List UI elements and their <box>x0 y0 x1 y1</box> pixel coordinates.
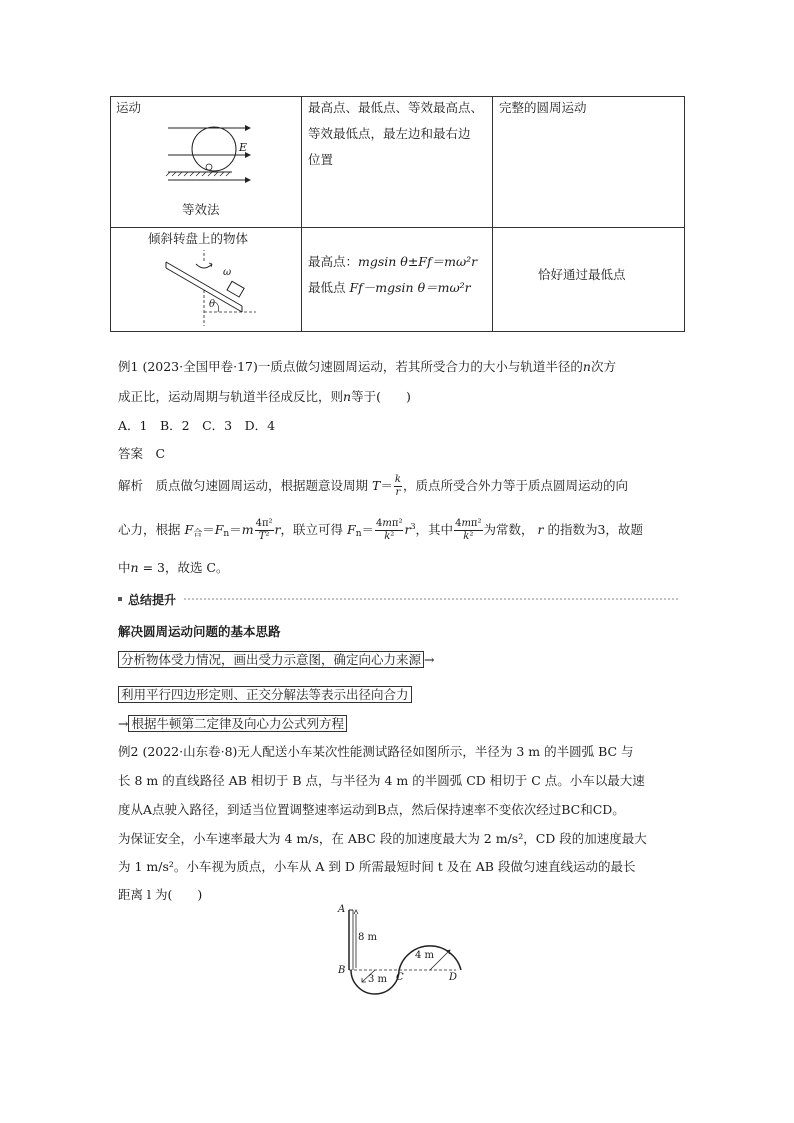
field-label-e: E <box>239 141 248 154</box>
example1-text1: 一质点做匀速圆周运动，若其所受合力的大小与轨道半径的 <box>257 359 583 374</box>
analysis-text1: 质点做匀速圆周运动，根据题意设周期 <box>155 478 369 493</box>
row2-col2-line2 <box>308 275 471 301</box>
example2-line3: 度从A点驶入路径，到适当位置调整速率运动到B点，然后保持速率不变依次经过BC和CD。 <box>118 802 625 817</box>
path-diagram <box>334 902 468 998</box>
example1-line2 <box>118 387 411 405</box>
row2-col1-title: 倾斜转盘上的物体 <box>148 231 249 246</box>
row1-col2-line3: 位置 <box>308 152 334 167</box>
row2-line1-label: 最高点： <box>308 254 359 269</box>
row1-col2-line2: 等效最低点，最左边和最右边 <box>308 126 471 141</box>
example1-n: n <box>582 359 591 374</box>
analysis-text2d: 为常数， <box>483 522 534 537</box>
example1-label: 例1 <box>118 359 139 374</box>
example2-line2: 长 8 m 的直线路径 AB 相切于 B 点，与半径为 4 m 的半圆弧 CD 相切于 C 点。小车以最大速 <box>118 773 645 788</box>
row2-line2-label: 最低点 <box>308 280 350 295</box>
summary-title: 解决圆周运动问题的基本思路 <box>118 624 281 639</box>
comparison-table <box>110 96 685 332</box>
tilted-disk-diagram <box>160 250 270 328</box>
label-b: B <box>338 965 346 976</box>
example1-source: (2023·全国甲卷·17) <box>142 359 258 374</box>
arrow-icon: → <box>424 652 435 667</box>
label-d: D <box>449 972 458 983</box>
example2-line1 <box>118 742 634 760</box>
example1-line1 <box>118 357 616 375</box>
example2-line4: 为保证安全，小车速率最大为 4 m/s，在 ABC 段的加速度最大为 2 m/s²，CD 段的加速度最大 <box>118 831 647 846</box>
example1-answer <box>118 444 165 462</box>
label-c: C <box>396 972 404 983</box>
example2-source: (2022·山东卷·8) <box>142 744 238 759</box>
analysis-line1: 解析 质点做匀速圆周运动，根据题意设周期 T＝ $\frac{k}{r}$ ，质点所受合外力等于质点圆周运动的向 <box>118 474 628 498</box>
answer-label: 答案 <box>118 446 144 461</box>
row2-line2-formula: Ff－mgsin θ＝mω²r <box>349 280 471 295</box>
example1-options: A．1 B．2 C．3 D．4 <box>118 418 276 433</box>
analysis-text2a: 心力，根据 <box>118 522 181 537</box>
row2-line1-formula: mgsin θ±Ff＝mω²r <box>358 254 478 269</box>
analysis-line2: 心力，根据 $F_合=F_n=m$ $\frac{\text{4π²}}{\text{T²}}$ r，联立可得 $F_n=$ $\frac{\text{4mπ²}}{\text{k²}}$ $r^3$，其中 $\frac{\text{4mπ²}}{\text{k²}}$ 为常数， r 的指数为3，故题 <box>118 518 643 542</box>
example1-text2-end: 等于( ) <box>351 389 411 404</box>
analysis-text1-end: ，质点所受合外力等于质点圆周运动的向 <box>402 478 628 493</box>
analysis-label: 解析 <box>118 478 144 493</box>
example1-n2: n <box>343 389 352 404</box>
summary-step1 <box>118 650 435 668</box>
label-ab-length: 8 m <box>358 932 378 943</box>
summary-heading-bar <box>118 592 680 606</box>
row2-col2-line1 <box>308 249 477 275</box>
summary-step2 <box>118 685 412 703</box>
analysis-text2b: ，联立可得 <box>280 522 344 537</box>
row1-col3: 完整的圆周运动 <box>499 100 587 115</box>
step2-box: 利用平行四边形定则、正交分解法等表示出径向合力 <box>118 686 412 703</box>
analysis-text2c: ，其中 <box>415 522 454 537</box>
example2-line5: 为 1 m/s²。小车视为质点，小车从 A 到 D 所需最短时间 t 及在 AB 段做匀速直线运动的最长 <box>118 859 636 874</box>
answer-value: C <box>155 446 166 461</box>
summary-heading: 总结提升 <box>128 593 177 607</box>
example1-text2: 成正比，运动周期与轨道半径成反比，则 <box>118 389 344 404</box>
row1-col1-caption: 等效法 <box>182 202 220 217</box>
analysis-text3: 中 <box>118 560 131 575</box>
row1-col1-title: 运动 <box>116 100 142 115</box>
row2-col3: 恰好通过最低点 <box>538 267 626 282</box>
example2-label: 例2 <box>118 744 139 759</box>
omega-label: ω <box>223 267 232 278</box>
arrow-icon-2: → <box>118 716 129 731</box>
summary-step3 <box>118 714 347 732</box>
example2-text1: 无人配送小车某次性能测试路径如图所示，半径为 3 m 的半圆弧 BC 与 <box>237 744 634 759</box>
equivalent-field-diagram <box>162 122 262 186</box>
row1-col2-line1: 最高点、最低点、等效最高点、 <box>308 100 484 115</box>
label-small-radius: 3 m <box>368 974 388 985</box>
analysis-text2e: 的指数为3，故题 <box>547 522 643 537</box>
step1-box: 分析物体受力情况，画出受力示意图，确定向心力来源 <box>118 651 424 668</box>
label-a: A <box>338 904 346 915</box>
analysis-line3: 中n = 3，故选 C。 <box>118 560 229 575</box>
theta-label: θ <box>209 299 216 310</box>
example1-text1-end: 次方 <box>590 359 616 374</box>
label-big-radius: 4 m <box>415 950 435 961</box>
step3-box: 根据牛顿第二定律及向心力公式列方程 <box>128 715 347 732</box>
analysis-text3-end: = 3，故选 C。 <box>142 560 229 575</box>
example2-line6: 距离 l 为( ) <box>118 887 203 902</box>
